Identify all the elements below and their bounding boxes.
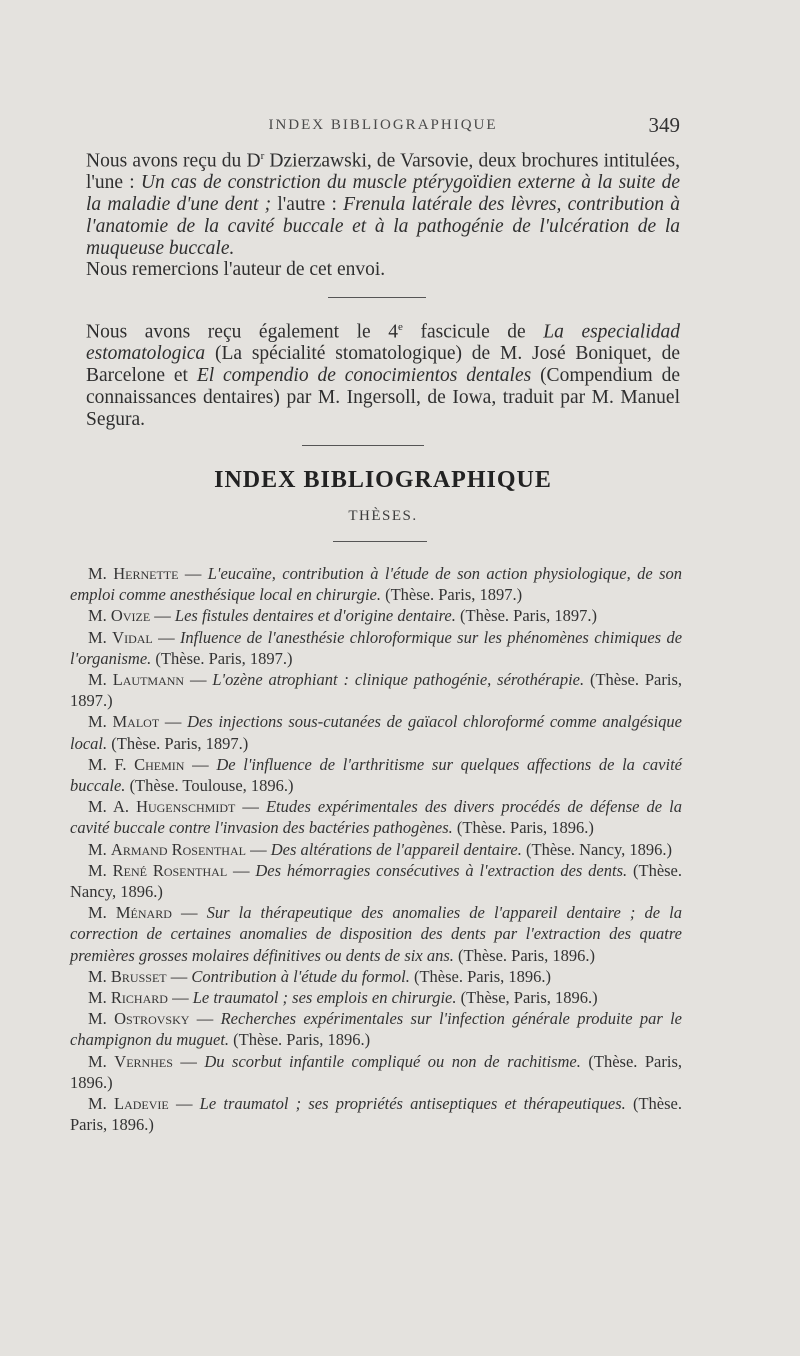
entry-title: Le traumatol ; ses propriétés antiseptiques et thérapeutiques. [199,1094,626,1114]
entry-title: L'eucaïne, contribution à l'étude de son action physiologique, de son emploi comme anesthésique local en chirurgie. [70,564,683,605]
entry-prefix: M. [88,627,113,647]
entry-dash: — [171,903,207,923]
entry-dash: — [159,712,188,732]
entry-dash: — [184,754,217,774]
thesis-entry [70,1093,682,1135]
running-title: INDEX BIBLIOGRAPHIQUE [268,117,498,133]
entry-title: Des hémorragies consécutives à l'extraction des dents. [255,860,628,880]
entry-author: Ladevie [114,1094,169,1114]
entry-publication: (Thèse. Paris, 1896.) [452,818,594,838]
para2-sup: e [398,321,403,333]
entry-prefix: M. A. [88,797,137,817]
entry-title: Les fistules dentaires et d'origine dentaire. [174,606,456,626]
entry-prefix: M. [88,860,113,880]
entry-author: Armand Rosenthal [110,839,246,859]
para1-text-1: Nous avons reçu du D [86,150,261,172]
separator-rule [333,541,427,542]
entry-publication: (Thèse. Nancy, 1896.) [70,860,683,902]
entry-publication: (Thèse. Paris, 1896.) [229,1030,371,1050]
entry-title: Recherches expérimentales sur l'infection générale produite par le champignon du muguet. [70,1009,683,1050]
entry-dash: — [178,564,208,583]
running-head [86,113,680,137]
entry-prefix: M. [88,988,111,1008]
para1-text-4: Nous remercions l'auteur de cet envoi. [86,259,386,281]
entry-title: Des altérations de l'appareil dentaire. [270,839,522,859]
entry-dash: — [168,1094,200,1114]
para1-title-1: Un cas de constriction du muscle ptérygoïdien externe à la suite de la maladie d'une dent ; [86,172,680,216]
entry-prefix: M. [88,1051,115,1071]
entry-prefix: M. [88,1009,115,1029]
entry-dash: — [166,966,192,986]
entry-publication: (Thèse. Paris, 1897.) [107,733,249,753]
thesis-entry [70,1008,682,1050]
entry-publication: (Thèse. Paris, 1897.) [70,670,683,711]
para2-text-4: (Compendium de connaissances dentaires) par M. Ingersoll, de Iowa, traduit par M. Manuel Segura. [86,365,680,430]
entry-dash: — [227,860,256,880]
entry-publication: (Thèse, Paris, 1896.) [456,988,598,1008]
para2-text-2: fascicule de [402,321,544,343]
entry-author: Lautmann [112,670,185,690]
para1-sup: r [260,150,265,162]
paragraph-fascicule [86,317,680,430]
thesis-entry [70,627,682,669]
page-number: 349 [648,113,680,137]
thesis-entry [70,860,682,902]
section-title: INDEX BIBLIOGRAPHIQUE [214,467,552,493]
entry-prefix: M. [88,670,113,690]
thesis-entry [70,711,682,753]
subsection-title: THÈSES. [348,508,418,524]
thesis-entry [70,796,682,838]
entry-title: De l'influence de l'arthritisme sur quelques affections de la cavité buccale. [70,754,682,796]
entry-dash: — [189,1009,221,1029]
thesis-entry [70,605,682,626]
entry-author: Malot [112,712,160,732]
para1-text-3: l'autre : [271,194,344,216]
entry-prefix: M. [88,966,111,986]
entry-publication: (Thèse. Paris, 1897.) [151,648,293,668]
entry-title: Du scorbut infantile compliqué ou non de rachitisme. [204,1051,581,1071]
entry-prefix: M. F. [88,754,135,774]
entry-prefix: M. [88,712,113,732]
entry-title: L'ozène atrophiant : clinique pathogénie, sérothérapie. [212,670,585,690]
entry-title: Le traumatol ; ses emplois en chirurgie. [192,988,457,1008]
entry-prefix: M. [88,903,116,923]
entry-title: Contribution à l'étude du formol. [191,966,410,986]
entry-author: Vernhes [114,1051,173,1071]
paragraph-brochures [86,146,680,281]
para2-text-3: (La spécialité stomatologique) de M. José Boniquet, de Barcelone et [86,343,680,387]
entry-publication: (Thèse. Paris, 1897.) [455,606,598,626]
para1-title-2: Frenula latérale des lèvres, contribution à l'anatomie de la cavité buccale et à la pathogénie de l'ulcération de la muqueuse buccale. [86,194,680,259]
thesis-entry [70,902,682,966]
para2-title-2: El compendio de conocimientos dentales [196,365,532,387]
thesis-entry [70,754,682,796]
entry-author: René Rosenthal [112,860,228,880]
thesis-entry [70,563,682,605]
entry-author: Ostrovsky [114,1009,190,1029]
separator-rule [328,297,426,298]
thesis-list [70,563,682,1135]
entry-author: Ovize [110,606,151,626]
entry-author: Richard [110,988,168,1008]
entry-title: Influence de l'anesthésie chloroformique sur les phénomènes chimiques de l'organisme. [70,627,683,668]
para2-title-1: La especialidad estomatologica [86,321,680,365]
entry-prefix: M. [88,839,111,859]
entry-title: Des injections sous-cutanées de gaïacol chloroformé comme analgésique local. [70,712,683,753]
entry-dash: — [167,988,193,1008]
separator-rule [302,445,424,446]
thesis-entry [70,1051,682,1093]
entry-publication: (Thèse. Paris, 1897.) [380,585,523,605]
para1-text-2: Dzierzawski, de Varsovie, deux brochures intitulées, l'une : [86,150,680,194]
entry-author: Brusset [110,966,167,986]
entry-prefix: M. [88,606,111,626]
entry-publication: (Thèse. Paris, 1896.) [70,1094,682,1135]
entry-author: Chemin [134,754,185,774]
thesis-entry [70,987,682,1008]
entry-dash: — [172,1051,205,1071]
entry-author: Hernette [113,564,179,583]
entry-author: Ménard [115,903,172,923]
entry-dash: — [152,627,180,647]
entry-prefix: M. [88,564,114,583]
thesis-entry [70,966,682,987]
para2-text-1: Nous avons reçu également le 4 [86,321,398,343]
entry-dash: — [150,606,175,626]
thesis-entry [70,839,682,860]
entry-author: Vidal [112,627,153,647]
entry-publication: (Thèse. Nancy, 1896.) [521,839,673,859]
entry-dash: — [184,670,213,690]
entry-title: Etudes expérimentales des divers procédés de défense de la cavité buccale contre l'invasion des bactéries pathogènes. [70,797,682,838]
entry-dash: — [245,839,271,859]
entry-title: Sur la thérapeutique des anomalies de l'appareil dentaire ; de la correction de certaines anomalies de disposition des dents par l'extraction des quatre premières grosses molaires définitives ou dents de six ans. [70,903,682,965]
entry-publication: (Thèse. Toulouse, 1896.) [125,776,294,796]
thesis-entry [70,669,682,711]
entry-dash: — [235,797,266,817]
entry-author: Hugenschmidt [136,797,236,817]
entry-prefix: M. [88,1094,115,1114]
entry-publication: (Thèse. Paris, 1896.) [70,1051,683,1092]
entry-publication: (Thèse. Paris, 1896.) [453,945,596,965]
entry-publication: (Thèse. Paris, 1896.) [409,966,551,986]
